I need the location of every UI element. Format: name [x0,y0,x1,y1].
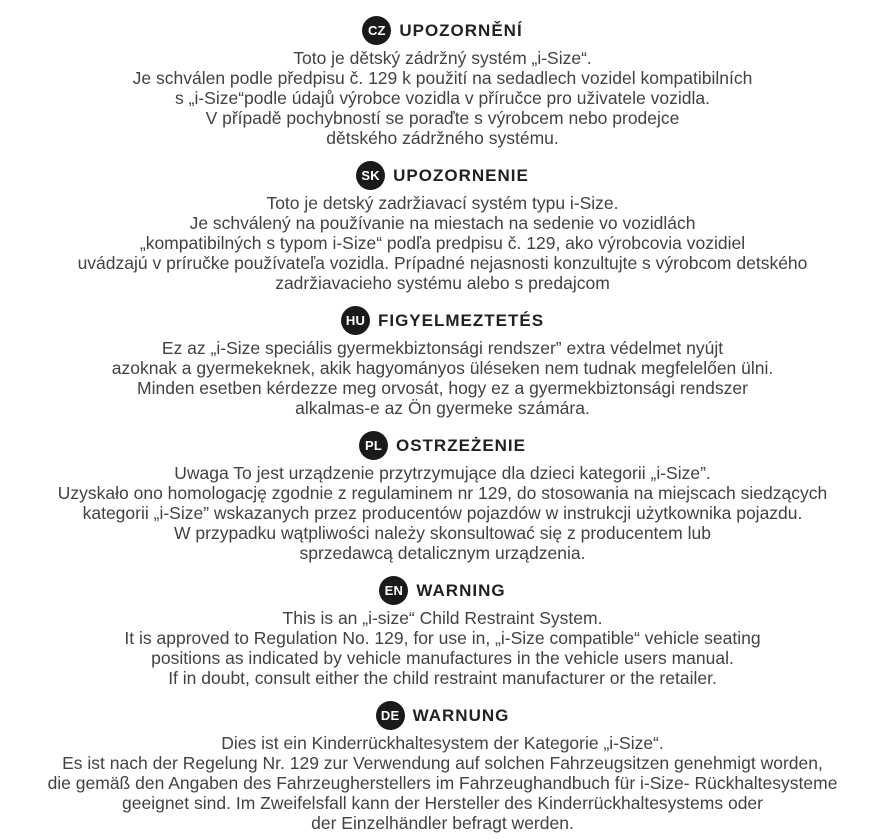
warning-section-sk [0,161,885,293]
warning-section-en [0,576,885,688]
text-line: azoknak a gyermekeknek, akik hagyományos üléseken nem tudnak megfelelően ülni. [111,358,774,378]
text-line: Toto je dětský zádržný systém „i-Size“. [293,48,592,68]
warning-section-hu [0,306,885,418]
section-title-hu: FIGYELMEZTETÉS [377,310,545,330]
text-line: Ez az „i-Size speciális gyermekbiztonsági rendszer” extra védelmet nyújt [161,338,724,358]
text-line: „kompatibilných s typom i-Size“ podľa predpisu č. 129, ako výrobcovia vozidiel [139,233,746,253]
text-line: Uwaga To jest urządzenie przytrzymujące dla dzieci kategorii „i-Size”. [174,463,711,483]
text-line: der Einzelhändler befragt werden. [311,813,574,833]
section-header-cz [0,16,885,45]
text-line: positions as indicated by vehicle manufactures in the vehicle users manual. [151,648,734,668]
text-line: Uzyskało ono homologację zgodnie z regulaminem nr 129, do stosowania na miejscach siedzących [57,483,828,503]
warning-section-pl [0,431,885,563]
text-line: Minden esetben kérdezze meg orvosát, hogy ez a gyermekbiztonsági rendszer [137,378,748,398]
section-title-en: WARNING [416,580,506,600]
language-badge-hu: HU [341,306,370,335]
section-title-sk: UPOZORNENIE [393,165,529,185]
section-title-de: WARNUNG [412,705,510,725]
text-line: Dies ist ein Kinderrückhaltesystem der Kategorie „i-Size“. [221,733,664,753]
section-title-cz: UPOZORNĚNÍ [399,20,523,40]
section-title-pl: OSTRZEŻENIE [395,435,526,455]
text-line: sprzedawcą detalicznym urządzenia. [299,543,586,563]
text-line: V případě pochybností se poraďte s výrobcem nebo prodejce [205,108,680,128]
text-line: geeignet sind. Im Zweifelsfall kann der Hersteller des Kinderrückhaltesystems oder [122,793,763,813]
section-header-de [0,701,885,730]
text-line: Es ist nach der Regelung Nr. 129 zur Verwendung auf solchen Fahrzeugsitzen genehmigt worden, [62,753,823,773]
text-line: Toto je detský zadržiavací systém typu i-Size. [266,193,619,213]
section-header-sk [0,161,885,190]
text-line: uvádzajú v príručke používateľa vozidla. Prípadné nejasnosti konzultujte s výrobcom detského [77,253,808,273]
section-header-pl [0,431,885,460]
text-line: If in doubt, consult either the child restraint manufacturer or the retailer. [168,668,717,688]
language-badge-de: DE [376,701,405,730]
text-line: die gemäß den Angaben des Fahrzeugherstellers im Fahrzeughandbuch für i-Size- Rückhaltesysteme [47,773,838,793]
text-line: dětského zádržného systému. [326,128,559,148]
text-line: Je schválený na používanie na miestach na sedenie vo vozidlách [189,213,696,233]
language-badge-pl: PL [359,431,388,460]
text-line: It is approved to Regulation No. 129, for use in, „i-Size compatible“ vehicle seating [124,628,761,648]
language-badge-cz: CZ [362,16,391,45]
text-line: W przypadku wątpliwości należy skonsultować się z producentem lub [174,523,711,543]
text-line: zadržiavacieho systému alebo s predajcom [275,273,610,293]
warning-section-cz [0,16,885,148]
text-line: kategorii „i-Size” wskazanych przez producentów pojazdów w instrukcji użytkownika pojazdu. [82,503,803,523]
section-header-hu [0,306,885,335]
text-line: alkalmas-e az Ön gyermeke számára. [295,398,590,418]
text-line: s „i-Size“podle údajů výrobce vozidla v příručce pro uživatele vozidla. [175,88,710,108]
text-line: This is an „i-size“ Child Restraint System. [282,608,603,628]
language-badge-en: EN [379,576,408,605]
warning-section-de [0,701,885,833]
text-line: Je schválen podle předpisu č. 129 k použití na sedadlech vozidel kompatibilních [132,68,753,88]
language-badge-sk: SK [356,161,385,190]
section-header-en [0,576,885,605]
